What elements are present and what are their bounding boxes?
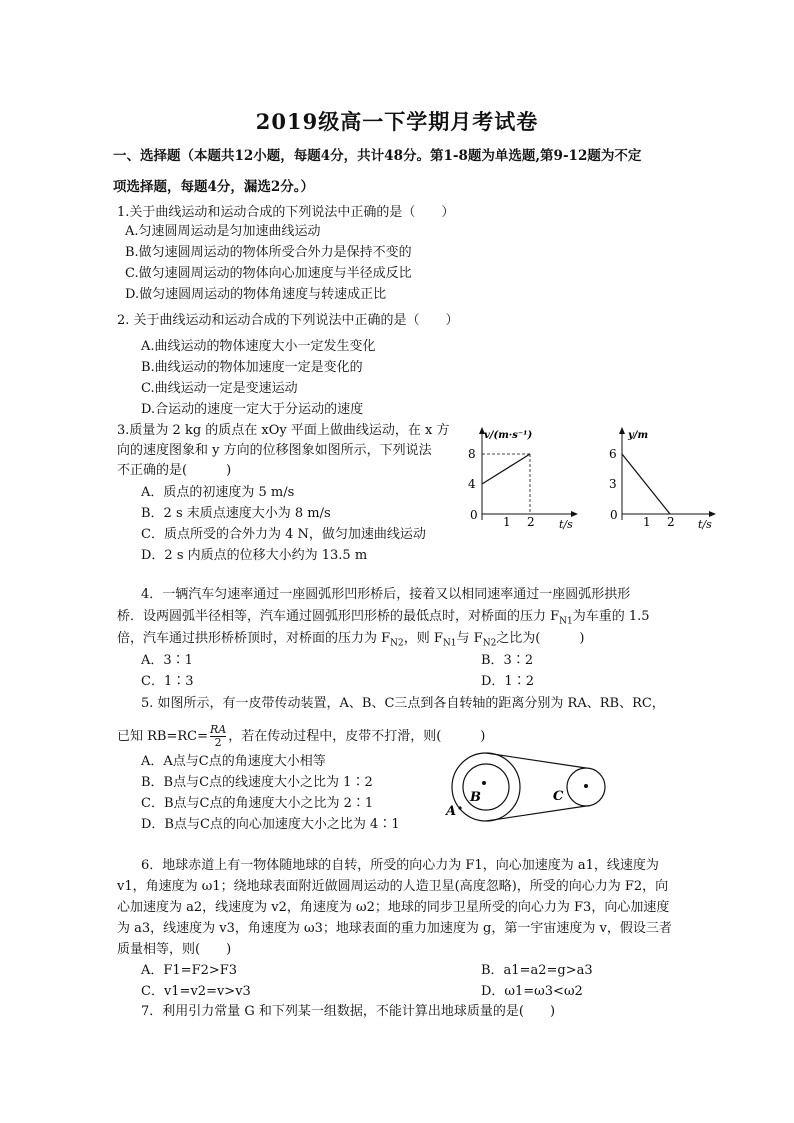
q4-stem-line1: 4．一辆汽车匀速率通过一座圆弧形凹形桥后，接着又以相同速率通过一座圆弧形拱形 [141,587,631,602]
q2-option-c: C.曲线运动一定是变速运动 [141,381,298,396]
q2-stem: 2. 关于曲线运动和运动合成的下列说法中正确的是（ ） [117,313,459,328]
q3-option-b: B．2 s 末质点速度大小为 8 m/s [141,506,331,521]
q5-fraction [210,724,226,749]
q2-option-b: B.曲线运动的物体加速度一定是变化的 [141,360,363,375]
label-b: B [470,790,481,805]
q4-stem-line2 [117,608,650,631]
graph2-origin: 0 [610,508,618,522]
q4-option-a: A．3∶1 [141,653,193,668]
graph2-tick-x-1: 1 [643,515,651,529]
q4-l2a: 桥．设两圆弧半径相等，汽车通过圆弧形凹形桥的最低点时，对桥面的压力 F [117,609,560,624]
q4-l3b: ，则 F [403,631,443,646]
q6-option-c: C．v1=v2=v>v3 [141,984,251,999]
graph2-tick-x-2: 2 [667,515,675,529]
q6-option-b: B．a1=a2=g>a3 [481,963,593,978]
q5-option-a: A．A点与C点的角速度大小相等 [141,754,326,769]
q6-option-a: A．F1=F2>F3 [141,963,238,978]
q4-l3sub1: N2 [390,638,404,649]
q4-stem-line3 [117,630,584,653]
q5-l2a: 已知 RB=RC= [117,729,208,744]
q5-option-d: D．B点与C点的向心加速度大小之比为 4∶1 [141,817,400,832]
q5-stem-line1: 5. 如图所示，有一皮带传动装置，A、B、C三点到各自转轴的距离分别为 RA、RB、RC， [141,696,665,711]
graph1-tick-y-4: 4 [468,477,476,491]
q6-stem-line5: 质量相等，则( ) [117,942,232,957]
graph2-y-arrow [619,427,625,434]
label-a: A [446,804,457,819]
q2-option-d: D.合运动的速度一定大于分运动的速度 [141,402,364,417]
q3-option-a: A．质点的初速度为 5 m/s [141,485,295,500]
q1-option-c: C.做匀速圆周运动的物体向心加速度与半径成反比 [125,266,412,281]
q7-stem: 7．利用引力常量 G 和下列某一组数据，不能计算出地球质量的是( ) [141,1004,556,1019]
large-wheel-outer [452,753,520,821]
q4-option-d: D．1∶2 [481,674,534,689]
q1-option-d: D.做匀速圆周运动的物体角速度与转速成正比 [125,287,387,302]
q5-option-b: B．B点与C点的线速度大小之比为 1∶2 [141,775,373,790]
page-title: 2019级高一下学期月考试卷 [255,109,539,134]
graph1-xlabel: t/s [559,518,573,530]
q4-option-c: C．1∶3 [141,674,194,689]
q4-l2sub: N1 [559,616,573,627]
graph1-velocity-line [482,454,530,484]
q6-option-d: D．ω1=ω3<ω2 [481,984,583,999]
q6-stem-line3: 心加速度为 a2，线速度为 v2，角速度为 ω2；地球的同步卫星所受的向心力为 F3，向心加速度 [117,900,670,915]
graph1-x-arrow [571,511,578,517]
q1-stem: 1.关于曲线运动和运动合成的下列说法中正确的是（ ） [117,205,455,220]
q5-l2b: ，若在传动过程中，皮带不打滑，则( ) [228,729,486,744]
graph1-tick-x-2: 2 [527,515,535,529]
graph2-displacement-line [622,454,670,514]
graph2-x-arrow [709,511,716,517]
graph2-ylabel: y/m [628,430,649,441]
belt-top [486,753,586,768]
q3-option-d: D．2 s 内质点的位移大小约为 13.5 m [141,548,368,563]
q3-stem-line3: 不正确的是( ) [117,463,232,478]
point-b-dot [482,781,486,785]
label-c: C [553,789,564,804]
q5-frac-num: RA [210,723,227,736]
q1-option-a: A.匀速圆周运动是匀加速曲线运动 [125,224,321,239]
q4-l3c: 与 F [456,631,483,646]
graph2-tick-y-6: 6 [609,447,617,461]
q4-l2b: 为车重的 1.5 [572,609,650,624]
q3-displacement-graph [604,425,724,530]
graph1-ylabel: v/(m·s⁻¹) [484,430,533,441]
q2-option-a: A.曲线运动的物体速度大小一定发生变化 [141,339,376,354]
q6-stem-line1: 6．地球赤道上有一物体随地球的自转，所受的向心力为 F1，向心加速度为 a1，线速度为 [141,858,659,873]
q5-belt-drive-figure [440,746,620,826]
graph1-tick-x-1: 1 [503,515,511,529]
section-heading-line2: 项选择题，每题4分，漏选2分。） [113,179,315,195]
point-c-dot [584,784,588,788]
q3-stem-line2: 向的速度图象和 y 方向的位移图象如图所示，下列说法 [117,443,432,458]
q3-velocity-graph [462,425,582,530]
q4-l3d: 之比为( ) [496,631,585,646]
point-a-dot [458,806,461,809]
q4-option-b: B．3∶2 [481,653,534,668]
q6-stem-line4: 为 a3，线速度为 v3，角速度为 ω3；地球表面的重力加速度为 g，第一宇宙速度为 v，假设三者 [117,921,672,936]
q5-frac-den: 2 [214,736,222,749]
q1-option-b: B.做匀速圆周运动的物体所受合外力是保持不变的 [125,245,412,260]
q6-stem-line2: v1，角速度为 ω1；绕地球表面附近做圆周运动的人造卫星(高度忽略)，所受的向心力为 F2，向 [117,879,669,894]
graph2-xlabel: t/s [698,518,712,530]
q4-l3sub3: N2 [482,638,497,649]
q5-stem-line2 [117,724,485,749]
graph2-tick-y-3: 3 [609,477,617,491]
q3-option-c: C．质点所受的合外力为 4 N，做匀加速曲线运动 [141,527,426,542]
graph1-tick-y-8: 8 [468,447,476,461]
q4-l3sub2: N1 [442,638,457,649]
q3-stem-line1: 3.质量为 2 kg 的质点在 xOy 平面上做曲线运动，在 x 方 [117,423,450,438]
belt-bottom [486,806,586,821]
graph1-origin: 0 [470,508,478,522]
q5-option-c: C．B点与C点的角速度大小之比为 2∶1 [141,796,374,811]
section-heading-line1: 一、选择题（本题共12小题，每题4分，共计48分。第1-8题为单选题,第9-12题为不定 [113,148,642,164]
q4-l3a: 倍，汽车通过拱形桥桥顶时，对桥面的压力为 F [117,631,391,646]
